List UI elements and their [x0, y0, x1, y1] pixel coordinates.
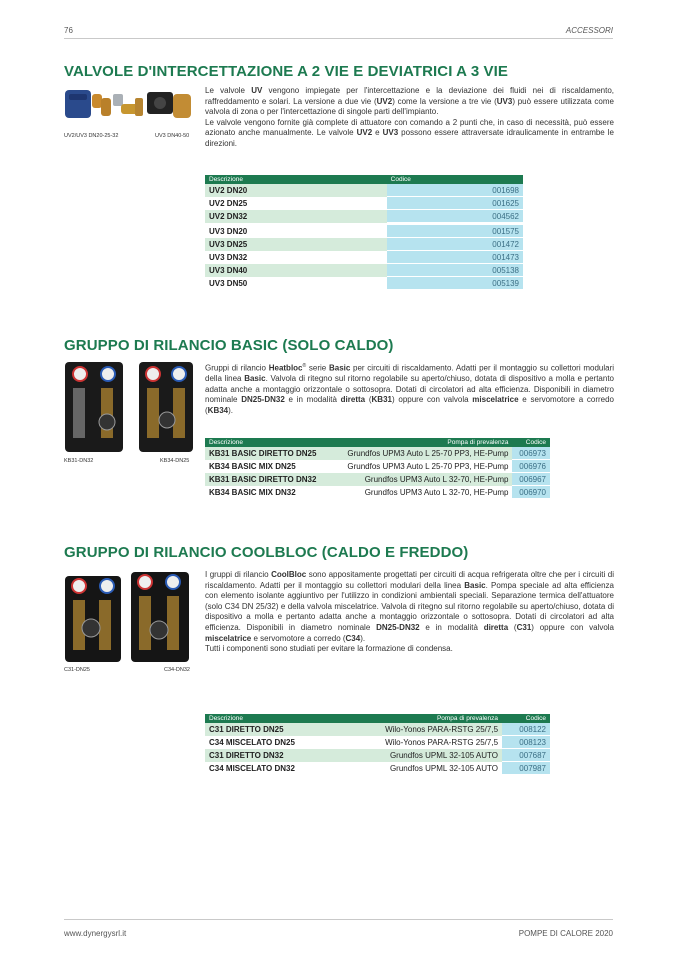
- section-label: ACCESSORI: [565, 26, 613, 35]
- table-row: KB34 BASIC MIX DN25 Grundfos UPM3 Auto L 25-70 PP3, HE-Pump 006976: [205, 460, 550, 473]
- basic-group-image: [63, 360, 198, 455]
- table-row: UV3 DN50 005139: [205, 277, 523, 290]
- catalog-label: POMPE DI CALORE 2020: [518, 929, 613, 938]
- coolbloc-table: [205, 714, 550, 775]
- website-link[interactable]: www.dynergysrl.it: [64, 929, 127, 938]
- page-footer: [64, 919, 613, 940]
- image-caption: UV2/UV3 DN20-25-32: [64, 133, 119, 139]
- table-row: C31 DIRETTO DN32 Grundfos UPML 32-105 AUTO 007687: [205, 749, 550, 762]
- section-description: Le valvole UV vengono impiegate per l'intercettazione e la deviazione dei fluidi nei di riscaldamento, raffreddamento e solari. La versione a due vie (UV2) come la versione a tre vie (UV3) può essere utilizzata come valvola di zona o per l'intercettazione di singole parti dell'impianto. Le valvole vengono fornite già complete di attuatore con comando a 2 punti che, in caso di necessità, può essere azionato anche manualmente. Le valvole UV2 e UV3 possono essere attraversate idraulicamente in entrambe le direzioni.: [205, 86, 614, 148]
- table-header: Descrizione Codice: [205, 175, 523, 184]
- valves-table: [205, 175, 523, 290]
- table-row: UV3 DN25 001472: [205, 238, 523, 251]
- table-header: Descrizione Pompa di prevalenza Codice: [205, 438, 550, 447]
- table-row: KB31 BASIC DIRETTO DN25 Grundfos UPM3 Auto L 25-70 PP3, HE-Pump 006973: [205, 447, 550, 460]
- table-row: KB34 BASIC MIX DN32 Grundfos UPM3 Auto L 32-70, HE-Pump 006970: [205, 486, 550, 499]
- table-row: UV3 DN40 005138: [205, 264, 523, 277]
- page-number: 76: [64, 26, 73, 35]
- table-row: UV3 DN20 001575: [205, 225, 523, 238]
- coolbloc-group-image: [63, 570, 193, 665]
- table-row: UV2 DN25 001625: [205, 197, 523, 210]
- section-description: Gruppi di rilancio Heatbloc® serie Basic per circuiti di riscaldamento. Adatti per il montaggio su collettori modulari della linea Basic. Valvola di ritegno sul ritorno regolabile su aperto/chiuso, dotata di dispositivo a molla e pertanto adatta anche a montaggio orizzontale o sottosopra. Dotati di circolatori ad alta efficienza. Disponibili in diametro nominale DN25-DN32 e in modalità diretta (KB31) oppure con valvola miscelatrice e servomotore a corredo (KB34).: [205, 363, 615, 416]
- section-description: I gruppi di rilancio CoolBloc sono appositamente progettati per circuiti di acqua refrigerata oltre che per i circuiti di riscaldamento. Adatti per il montaggio su collettori modulari della linea Basic. Pompa speciale ad alta efficienza con elemento isolante aggiuntivo per l'utilizzo in condizioni ambientali speciali. Separazione termica dell'attuatore (solo C34 DN 25/32) e della valvola miscelatrice. Valvola di ritegno sul ritorno regolabile su aperto/chiuso, dotata di dispositivo a molla e pertanto adatta anche a montaggio orizzontale o sottosopra. Dotati di circolatori ad alta efficienza. Disponibili in diametro nominale DN25-DN32 e in modalità diretta (C31) oppure con valvola miscelatrice e servomotore a corredo (C34). Tutti i componenti sono studiati per evitare la formazione di condensa.: [205, 570, 615, 654]
- table-row: UV2 DN32 004562: [205, 210, 523, 223]
- image-caption: KB31-DN32: [64, 458, 94, 464]
- table-header: Descrizione Pompa di prevalenza Codice: [205, 714, 550, 723]
- page-header: [64, 24, 613, 39]
- section-title-coolbloc: GRUPPO DI RILANCIO COOLBLOC (CALDO E FREDDO): [64, 544, 469, 561]
- section-title-valves: VALVOLE D'INTERCETTAZIONE A 2 VIE E DEVIATRICI A 3 VIE: [64, 63, 509, 80]
- table-row: C31 DIRETTO DN25 Wilo-Yonos PARA-RSTG 25/7,5 008122: [205, 723, 550, 736]
- table-row: C34 MISCELATO DN32 Grundfos UPML 32-105 AUTO 007987: [205, 762, 550, 775]
- valves-product-image: [63, 84, 198, 126]
- image-caption: C34-DN32: [164, 667, 190, 673]
- image-caption: C31-DN25: [64, 667, 90, 673]
- image-caption: UV3 DN40-50: [155, 133, 190, 139]
- table-row: UV2 DN20 001698: [205, 184, 523, 197]
- table-row: KB31 BASIC DIRETTO DN32 Grundfos UPM3 Auto L 32-70, HE-Pump 006967: [205, 473, 550, 486]
- table-row: C34 MISCELATO DN25 Wilo-Yonos PARA-RSTG 25/7,5 008123: [205, 736, 550, 749]
- table-row: UV3 DN32 001473: [205, 251, 523, 264]
- section-title-basic: GRUPPO DI RILANCIO BASIC (SOLO CALDO): [64, 337, 394, 354]
- image-caption: KB34-DN25: [160, 458, 190, 464]
- basic-table: [205, 438, 550, 499]
